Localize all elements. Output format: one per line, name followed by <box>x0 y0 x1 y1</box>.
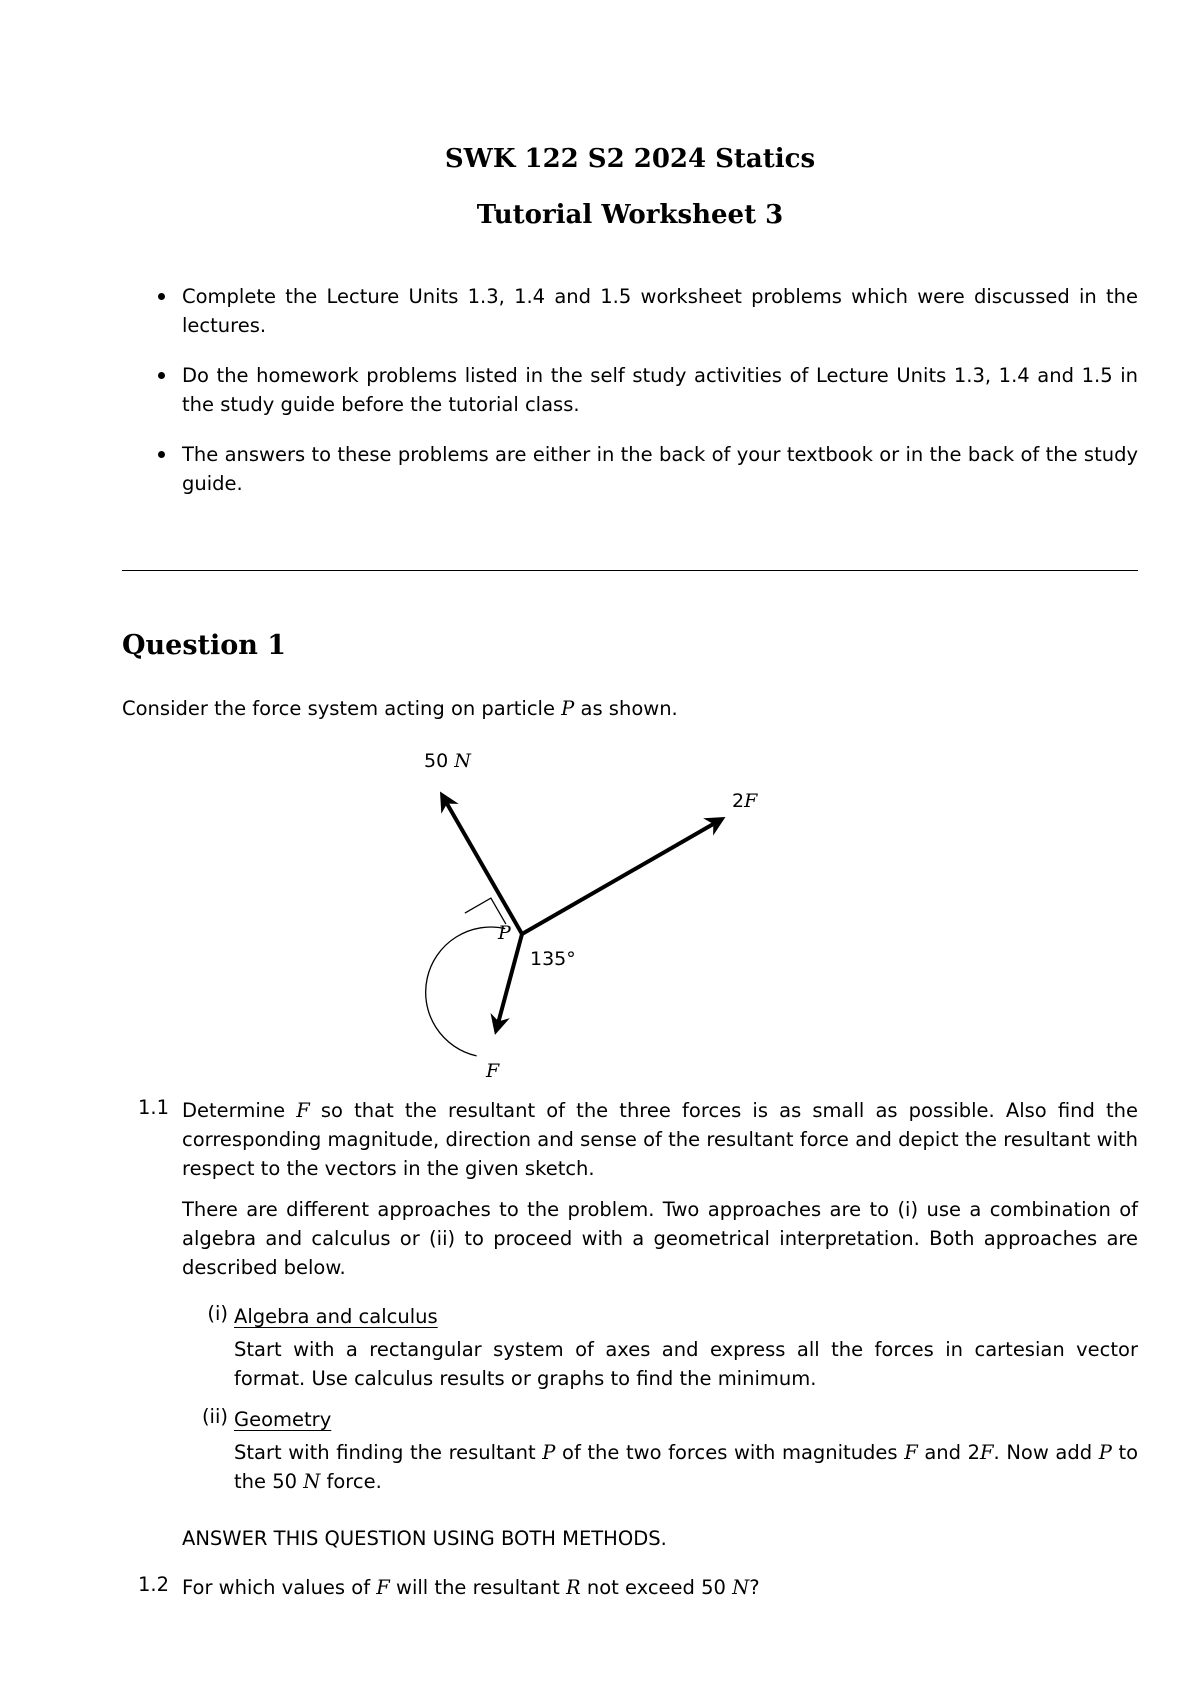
method-2 <box>188 1405 1138 1496</box>
force-F-arrow <box>496 934 522 1031</box>
force-2F-arrow <box>522 819 722 934</box>
part-number: 1.2 <box>138 1573 170 1596</box>
angle-arc <box>426 927 506 1056</box>
method-2-text: Start with finding the resultant P of the two forces with magnitudes F and 2F. Now add P to the 50 N force. <box>234 1441 1139 1493</box>
part-1-1 <box>138 1096 1138 1183</box>
method-2-title: Geometry <box>234 1408 332 1431</box>
approaches-text: There are different approaches to the problem. Two approaches are to (i) use a combination of algebra and calculus or (ii) to proceed with a geometrical interpretation. Both approaches are described below. <box>182 1198 1138 1279</box>
instruction-item: The answers to these problems are either in the back of your textbook or in the back of the study guide. <box>158 440 1138 498</box>
question-heading: Question 1 <box>122 630 287 661</box>
course-title: SWK 122 S2 2024 Statics <box>444 144 816 174</box>
label-F: F <box>486 1060 500 1082</box>
label-P: P <box>498 922 511 944</box>
instruction-list <box>158 282 1138 519</box>
right-angle-marker <box>465 898 506 924</box>
label-angle-135: 135° <box>530 948 576 970</box>
instruction-item: Complete the Lecture Units 1.3, 1.4 and 1.5 worksheet problems which were discussed in the lectures. <box>158 282 1138 340</box>
part-number: 1.1 <box>138 1096 170 1119</box>
force-diagram-svg <box>390 730 790 1090</box>
question-intro: Consider the force system acting on particle P as shown. <box>122 697 678 720</box>
method-2-number: (ii) <box>201 1405 228 1428</box>
method-1-text: Start with a rectangular system of axes and express all the forces in cartesian vector format. Use calculus results or graphs to find the minimum. <box>234 1338 1138 1390</box>
label-50N: 50 N <box>424 750 471 772</box>
method-1 <box>188 1302 1138 1393</box>
worksheet-title: Tutorial Worksheet 3 <box>476 200 784 230</box>
force-diagram <box>390 730 790 1090</box>
method-1-title: Algebra and calculus <box>234 1305 438 1328</box>
method-1-number: (i) <box>207 1302 228 1325</box>
instruction-item: Do the homework problems listed in the self study activities of Lecture Units 1.3, 1.4 and 1.5 in the study guide before the tutorial class. <box>158 361 1138 419</box>
section-divider <box>122 570 1138 571</box>
answer-instruction: ANSWER THIS QUESTION USING BOTH METHODS. <box>182 1527 667 1550</box>
part-1-2 <box>138 1573 1138 1602</box>
force-50N-arrow <box>442 795 522 934</box>
label-2F: 2F <box>732 790 758 812</box>
part-1-2-text: For which values of F will the resultant R not exceed 50 N? <box>182 1576 760 1599</box>
part-1-1-text: Determine F so that the resultant of the three forces is as small as possible. Also find the corresponding magnitude, direction and sense of the resultant force and depict the resultant with respect to the vectors in the given sketch. <box>182 1099 1138 1180</box>
